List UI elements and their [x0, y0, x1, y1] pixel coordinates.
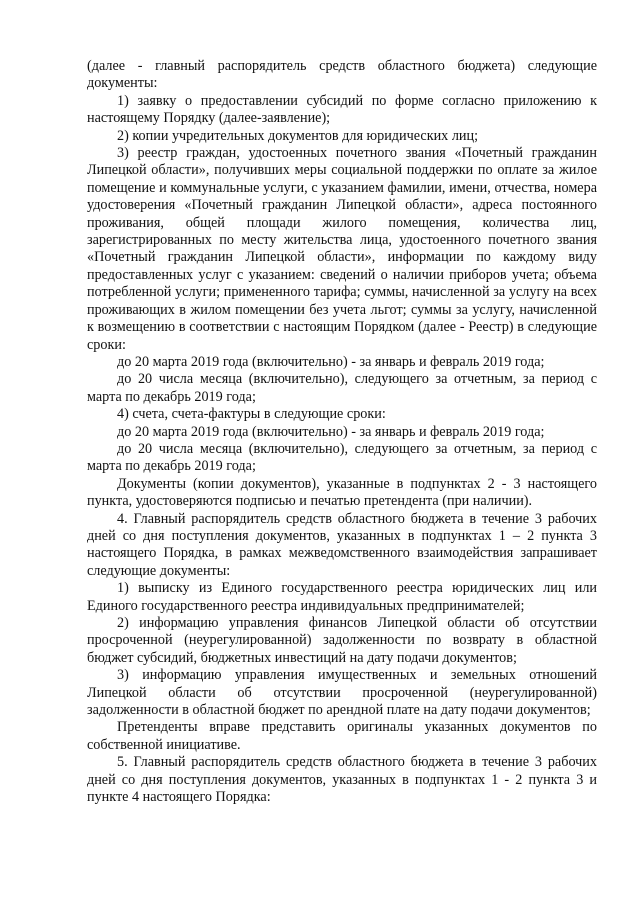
paragraph-section-5: 5. Главный распорядитель средств областного бюджета в течение 3 рабочих дней со дня поступления документов, указанных в подпунктах 1 - 2 пункта 3 и пункте 4 настоящего Порядка: [87, 754, 597, 806]
paragraph-item-4-invoices: 4) счета, счета-фактуры в следующие сроки: [117, 406, 386, 423]
paragraph-applicants-originals: Претенденты вправе представить оригиналы указанных документов по собственной инициативе. [87, 719, 597, 753]
paragraph-section-4: 4. Главный распорядитель средств областного бюджета в течение 3 рабочих дней со дня поступления документов, указанных в подпунктах 1 – 2 пункта 3 настоящего Порядка, в рамках межведомственного взаимодействия запрашивает следующие документы: [87, 510, 597, 579]
paragraph-intro: (далее - главный распорядитель средств областного бюджета) следующие документы: [87, 58, 597, 92]
paragraph-invoice-deadline-monthly: до 20 числа месяца (включительно), следующего за отчетным, за период с марта по декабрь 2019 года; [87, 440, 597, 475]
paragraph-request-1-registry-extract: 1) выписку из Единого государственного реестра юридических лиц или Единого государственного реестра индивидуальных предпринимателей; [87, 580, 597, 614]
paragraph-request-3-property-info: 3) информацию управления имущественных и земельных отношений Липецкой области об отсутствии просроченной (неурегулированной) задолженности в областной бюджет по арендной плате на дату подачи документов; [87, 667, 597, 719]
paragraph-invoice-deadline-jan-feb: до 20 марта 2019 года (включительно) - за январь и февраль 2019 года; [117, 423, 545, 440]
paragraph-item-2-founding-docs: 2) копии учредительных документов для юридических лиц; [117, 127, 479, 144]
paragraph-certification: Документы (копии документов), указанные в подпунктах 2 - 3 настоящего пункта, удостоверяются подписью и печатью претендента (при наличии). [87, 475, 597, 510]
paragraph-request-2-finance-info: 2) информацию управления финансов Липецкой области об отсутствии просроченной (неурегулированной) задолженности по возврату в областной бюджет субсидий, бюджетных инвестиций на дату подачи документов; [87, 615, 597, 666]
paragraph-deadline-jan-feb: до 20 марта 2019 года (включительно) - за январь и февраль 2019 года; [117, 353, 545, 370]
paragraph-item-3-registry: 3) реестр граждан, удостоенных почетного звания «Почетный гражданин Липецкой области», получивших меры социальной поддержки по оплате за жилое помещение и коммунальные услуги, с указанием фамилии, имени, отчества, номера удостоверения «Почетный гражданин Липецкой области», адреса постоянного проживания, общей площади жилого помещения, количества лиц, зарегистрированных по месту жительства лица, удостоенного почетного звания «Почетный гражданин Липецкой области», информации по каждому виду предоставленных услуг с указанием: сведений о наличии приборов учета; объема потребленной услуги; примененного тарифа; суммы, начисленной за услугу на всех проживающих в жилом помещении без учета льгот; суммы за услугу, начисленной к возмещению в соответствии с настоящим Порядком (далее - Реестр) в следующие сроки: [87, 145, 597, 353]
paragraph-deadline-monthly: до 20 числа месяца (включительно), следующего за отчетным, за период с марта по декабрь 2019 года; [87, 371, 597, 405]
paragraph-item-1-application: 1) заявку о предоставлении субсидий по форме согласно приложению к настоящему Порядку (далее-заявление); [87, 92, 597, 127]
